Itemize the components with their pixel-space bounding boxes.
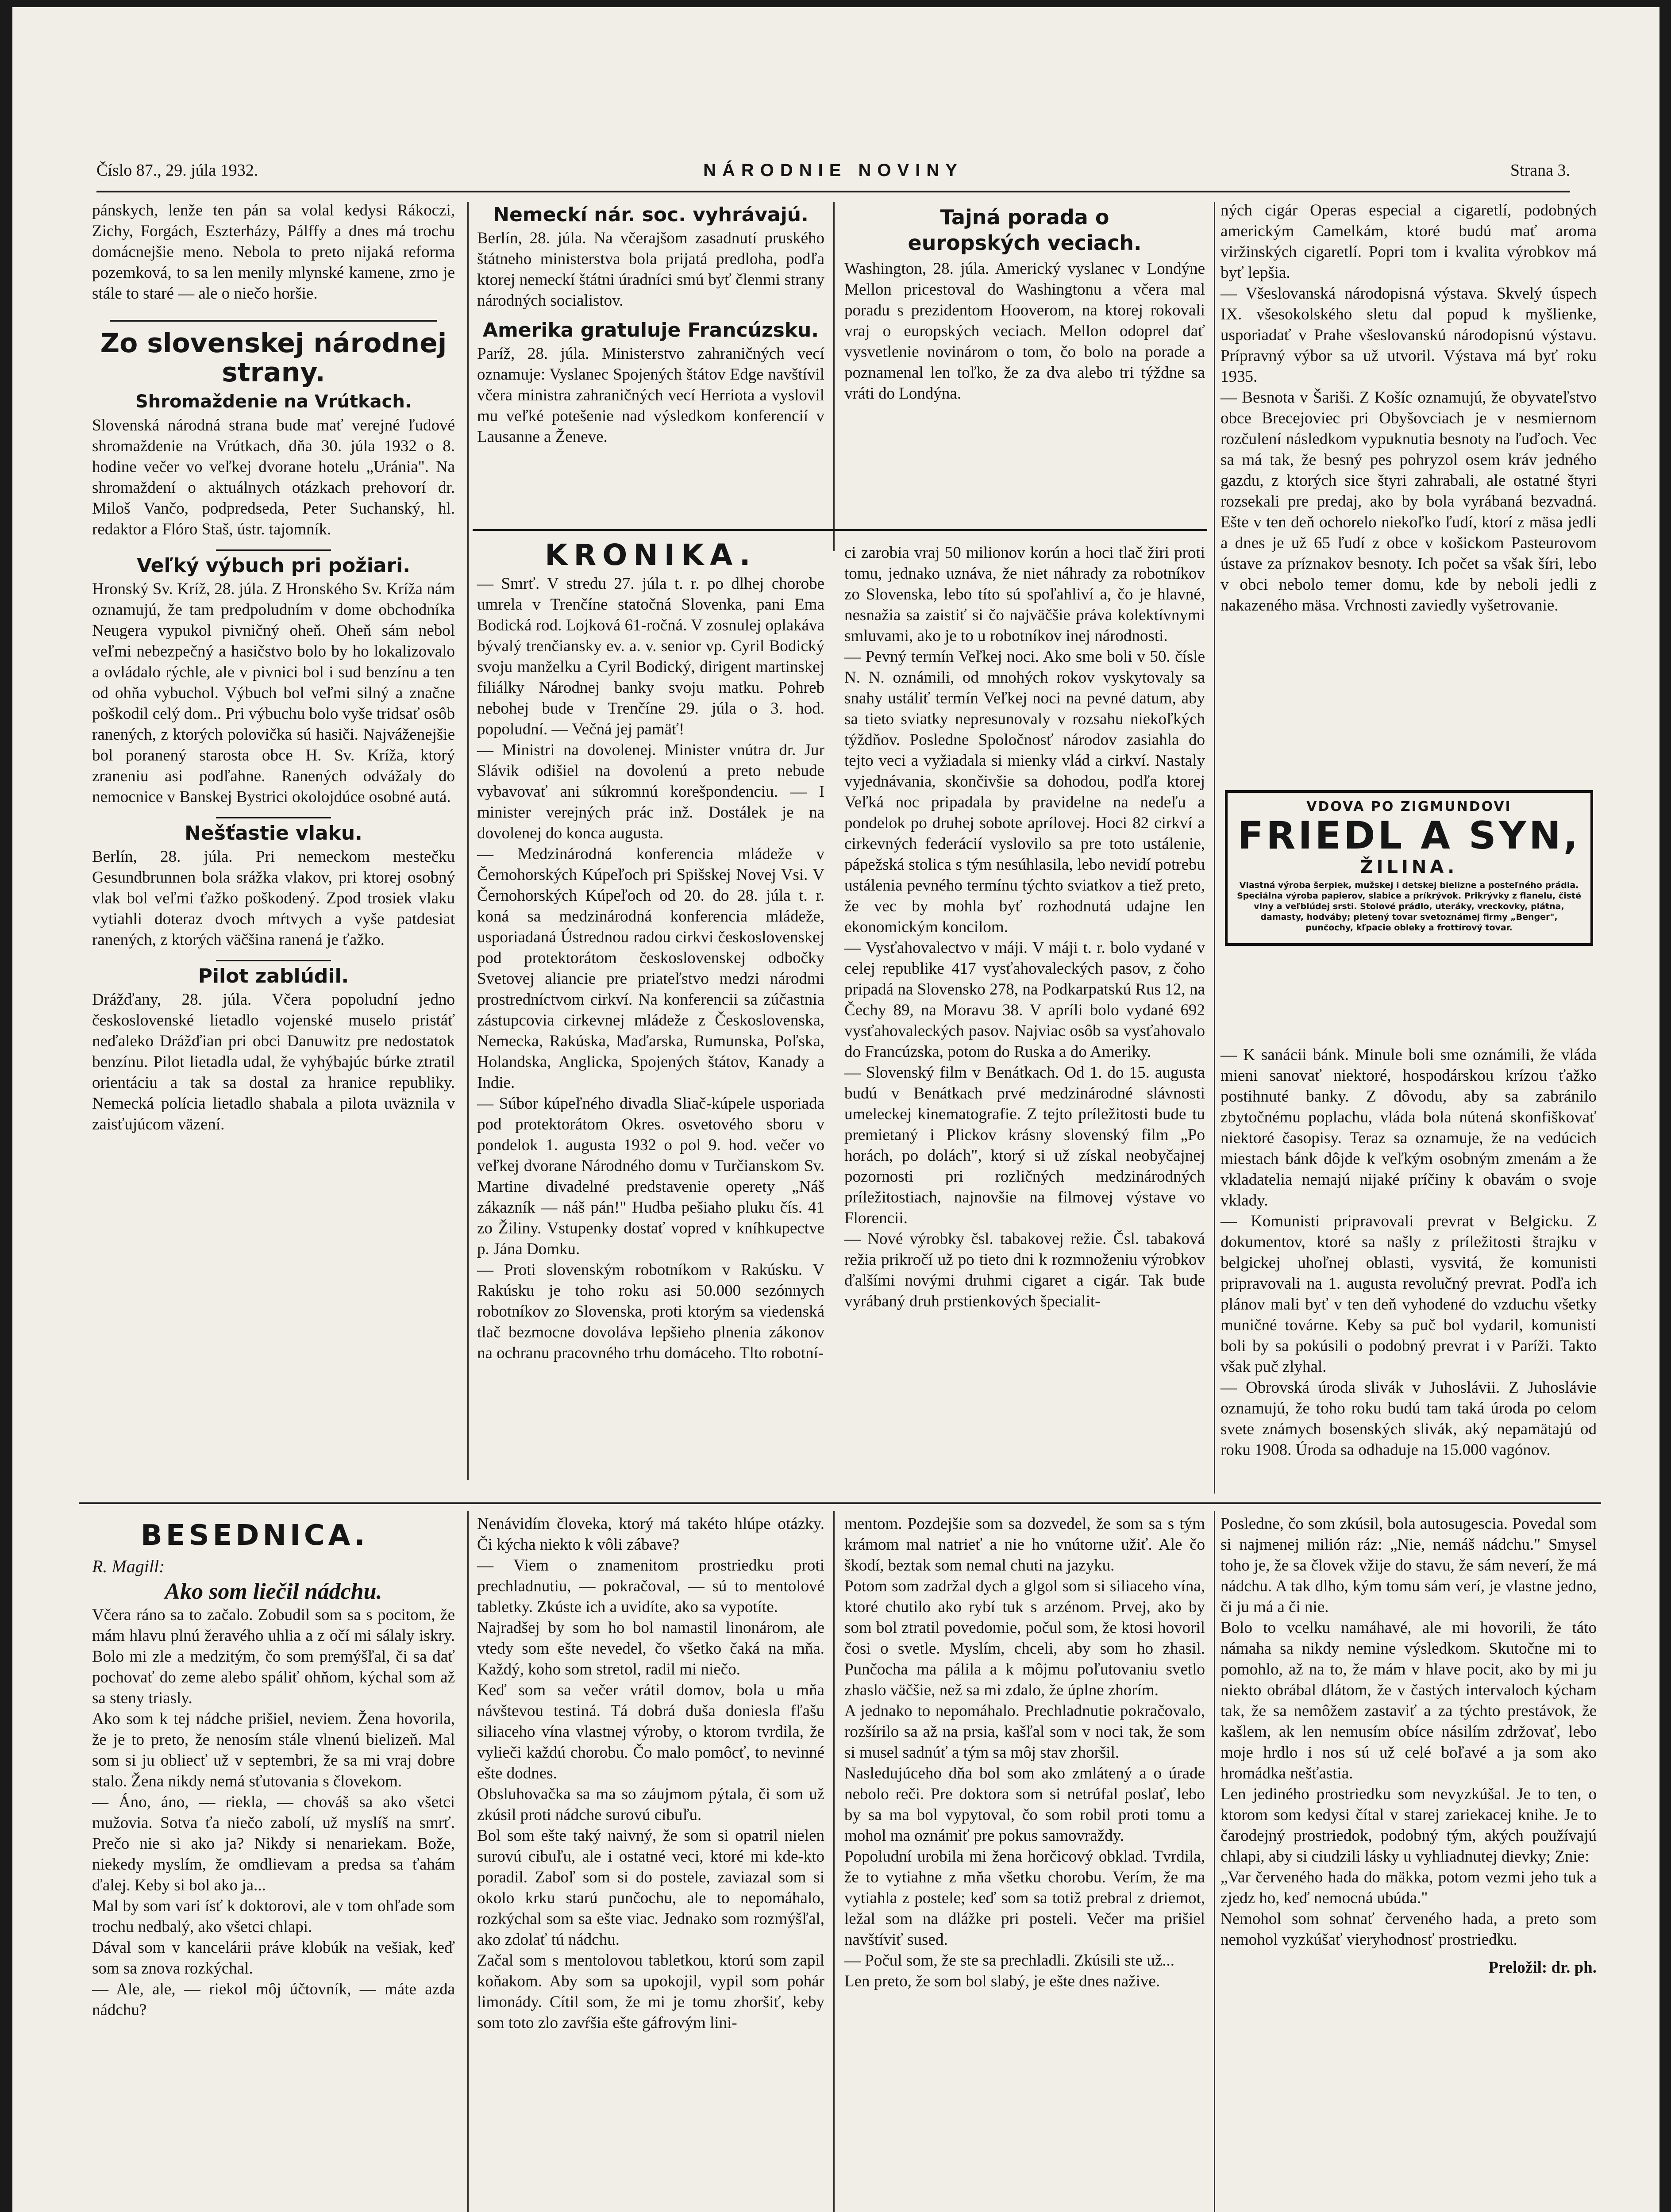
story-text-d: Posledne, čo som zkúsil, bola autosugescia. Povedal som si najmenej milión ráz: „Nie, nemáš nádchu." Smysel toho je, že sa človek vžije do stavu, že sám neverí, že má nádchu. A tak dlho, kým tomu sám verí, je vlastne jedno, či ju má a či nie. Bolo to vcelku namáhavé, ale mi hovorili, že táto námaha sa nikdy nemine výsledkom. Skutočne mi to pomohlo, až na to, že mám v hlave pocit, ako by mi ju niekto obrábal dlátom, že v častých intervaloch kýcham tak, že sa nemôžem zastaviť a za týchto prestávok, že kašlem, ak len nemusím obíce násilím zdržovať, lebo moje hrdlo i nos sú už celé boľavé a ja som ako hromádka nešťastia. Len jediného prostriedku som nevyzkúšal. Je to ten, o ktorom som kedysi čítal v starej zariekacej knihe. Je to čarodejný prostriedok, podobný tým, akých používajú chlapi, aby si ciudzili lásky u vyhliadnutej dievky; Znie: „Var červeného hada do mäkka, potom vezmi jeho tuk a zjedz ho, keď nemocná ubúda." Nemohol som sohnať červeného hada, a preto som nemohol vyzkúšať vieryhodnosť prostriedku. bbox=[1221, 1515, 1597, 1949]
column-divider bbox=[1214, 1511, 1215, 2212]
vlak-headline: Nešťastie vlaku. bbox=[185, 822, 362, 845]
column-3-top bbox=[844, 200, 1205, 404]
pilot-headline: Pilot zablúdil. bbox=[198, 965, 349, 987]
besednica-column-d bbox=[1221, 1513, 1597, 1978]
pilot-article: Drážďany, 28. júla. Včera popoludní jedno československé lietadlo vojenské muselo pristáť neďaleko Drážďian pri obci Danuwitz pre nedostatok benzínu. Pilot lietadla udal, že vyhýbajúc búrke ztratil orientáciu a tak sa dostal za hranice republiky. Nemecká polícia lietadlo shabala a pilota uväznila v zaisťujúcom väzení. bbox=[92, 991, 455, 1133]
page-number: Strana 3. bbox=[1510, 161, 1570, 180]
besednica-rule bbox=[79, 1502, 1601, 1504]
col4-news: ných cigár Operas especial a cigaretlí, podobných americkým Camelkám, ktoré budú mať aroma viržinských cigaretlí. Popri tom i kvalita výrobkov má byť lepšia. — Všeslovanská národopisná výstava. Skvelý úspech IX. všesokolského sletu dal popud k myšlienke, usporiadať v Prahe všeslovanskú národopisnú výstavu. Prípravný výbor sa už utvoril. Výstava má byť roku 1935. — Besnota v Šariši. Z Košíc oznamujú, že obyvateľstvo obce Brecejoviec pri Obyšovciach je v nesmiernom rozčulení následkom vypuknutia besnoty na ľuďoch. Vec sa má tak, že besný pes pohryzol osem kráv jedného gazdu, z ktorých sice štyri zahrabali, ale ostatné štyri rozsekali pre predaj, ako by bola vyrábaná bezvadná. Ešte v ten deň ochorelo niekoľko ľudí, ktorí z mäsa jedli a dnes je už 65 ľudí z obce v košickom Pasteurovom ústave za príznakov besnoty. Ich počet sa však šíri, lebo v obci nebolo temer domu, kde by neboli jedli z nakazeného mäsa. Vrchnosti zaviedly vyšetrovanie. bbox=[1221, 201, 1597, 614]
besednica-column-a bbox=[92, 1513, 455, 2020]
kronika-text-a: — Smrť. V stredu 27. júla t. r. po dlhej chorobe umrela v Trenčíne statočná Slovenka, pani Ema Bodická rod. Lojková 61-ročná. V zosnulej oplakáva bývalý trenčiansky ev. a. v. senior vp. Cyril Bodický svoju manželku a Cyril Bodický, dirigent martinskej filiálky Národnej banky svoju matku. Pohreb nebohej bude v Trenčíne 29. júla o 3. hod. popoludní. — Večná jej pamäť! — Ministri na dovolenej. Minister vnútra dr. Jur Slávik odišiel na dovolenú a preto nebude vybavovať ani súkromnú korešpondenciu. — I minister verejných prác inž. Dostálek je na dovolenej do konca augusta. — Medzinárodná konferencia mládeže v Černohorských Kúpeľoch pri Spišskej Novej Vsi. V Černohorských Kúpeľoch od 20. do 28. júla t. r. koná sa medzinárodná konferencia mládeže, usporiadaná Ústrednou radou cirkvi československej pod protektorátom československej odbočky Svetovej aliancie pre priateľstvo medzi národmi prostredníctvom cirkví. Na konferencii sa zúčastnia zástupcovia cirkevnej mládeže z Československa, Nemecka, Rakúska, Maďarska, Rumunska, Poľska, Holandska, Anglicka, Spojených štátov, Kanady a Indie. — Súbor kúpeľného divadla Sliač-kúpele usporiada pod protektorátom Okres. osvetového sboru v pondelok 1. augusta 1932 o pol 9. hod. večer vo veľkej dvorane Národného domu v Turčianskom Sv. Martine divadelné predstavenie operety „Náš zákazník — náš pán!" Hudba pešiaho pluku čís. 41 zo Žiliny. Vstupenky dostať vopred v kníhkupectve p. Jána Domku. — Proti slovenským robotníkom v Rakúsku. V Rakúsku je toho roku asi 50.000 sezónnych robotníkov zo Slovenska, proti ktorým sa viedenská tlač bezmocne dovoláva lepšieho plnenia zákonov na ochranu pracovného trhu domáceho. Tlto robotní- bbox=[477, 575, 824, 1362]
sns-article: Slovenská národná strana bude mať verejné ľudové shromaždenie na Vrútkach, dňa 30. júla 1932 o 8. hodine večer vo veľkej dvorane hotelu „Uránia". Na shromaždení o aktuálnych otázkach prehovorí dr. Miloš Vančo, podpredseda, Peter Suchanský, hl. redaktor a Flóro Staš, ústr. tajomník. bbox=[92, 416, 455, 538]
ad-line1: VDOVA PO ZIGMUNDOVI bbox=[1306, 799, 1512, 814]
newspaper-page bbox=[12, 7, 1659, 2212]
nem-article: Berlín, 28. júla. Na včerajšom zasadnutí pruského štátneho ministerstva bola prijatá predloha, podľa ktorej nemeckí štátni úradníci smú byť členmi strany národných socialistov. bbox=[477, 229, 824, 310]
ad-firm-name: FRIEDL A SYN, bbox=[1237, 814, 1581, 858]
besednica-column-c bbox=[844, 1513, 1205, 1992]
intro-text: pánskych, lenže ten pán sa volal kedysi Rákoczi, Zichy, Forgách, Eszterházy, Pálffy a dnes má trochu domácnejšie meno. Nebola to preto nijaká reforma pozemková, to sa len menily mlynské kamene, zrno je stále to staré — ale o niečo horšie. bbox=[92, 201, 455, 303]
masthead: NÁRODNIE NOVINY bbox=[703, 161, 963, 180]
story-title: Ako som liečil nádchu. bbox=[165, 1579, 382, 1604]
story-text-a: Včera ráno sa to začalo. Zobudil som sa s pocitom, že mám hlavu plnú žeravého uhlia a z očí mi sálaly iskry. Bolo mi zle a medzitým, čo som premýšľal, či sa dať pochovať do zeme alebo spáliť ohňom, kýchal som až sa steny triasly. Ako som k tej nádche prišiel, neviem. Žena hovorila, že je to preto, že nenosím stále vlnenú bielizeň. Mal som si ju obliecť už v septembri, že sa mi vraj dobre stalo. Žena nikdy nemá sťutovania s človekom. — Áno, áno, — riekla, — chováš sa ako všetci mužovia. Sotva ťa niečo zabolí, už myslíš na smrť. Prečo nie si ako ja? Nikdy si nenariekam. Bože, niekedy myslím, že omdlievam a predsa sa ťahám ďalej. Keby si bol ako ja... Mal by som vari ísť k doktorovi, ale v tom ohľade som trochu nedbalý, ako všetci chlapi. Dával som v kancelárii práve klobúk na vešiak, keď som sa znova rozkýchal. — Ale, ale, — riekol môj účtovník, — máte azda nádchu? bbox=[92, 1606, 455, 2019]
sns-subheadline: Shromaždenie na Vrútkach. bbox=[135, 392, 412, 412]
column-2-top bbox=[477, 200, 824, 447]
besednica-title: BESEDNICA. bbox=[141, 1519, 369, 1552]
am-headline: Amerika gratuluje Francúzsku. bbox=[482, 319, 819, 342]
kronika-column-b bbox=[844, 542, 1205, 1312]
story-text-c: mentom. Pozdejšie som sa dozvedel, že som sa s tým krámom mal natrieť a nie ho vnútorne užiť. Ale čo škodí, beztak som nemal chuti na jazyku. Potom som zadržal dych a glgol som si siliaceho vína, ktoré chutilo ako rybí tuk s arzénom. Prvej, ako by som bol ztratil povedomie, počul som, že ktosi hovoril čosi o svetle. Myslím, chceli, aby som ho zhasil. Punčocha ma pálila a k môjmu poľutovaniu svetlo zhaslo väčšie, než sa mi zdalo, že úplne zhorím. A jednako to nepomáhalo. Prechladnutie pokračovalo, rozšírilo sa až na prsia, kašľal som v noci tak, že som si musel sadnúť a tým sa môj stav zhoršil. Nasledujúceho dňa bol som ako zmlátený a o úrade nebolo reči. Pre doktora som si netrúfal poslať, lebo by sa ma bol vypytoval, čo som robil proti tomu a mohol ma oznámiť pre pokus samovraždy. Popoludní urobila mi žena horčicový obklad. Tvrdila, že to vytiahne z mňa všetku chorobu. Verím, že ma vytiahla z postele; keď som sa totiž prebral z driemot, ležal som na dlážke pri posteli. Večer ma prišiel navštíviť sused. — Počul som, že ste sa prechladli. Zkúsili ste už... Len preto, že som bol slabý, je ešte dnes nažive. bbox=[844, 1515, 1205, 1990]
short-rule bbox=[216, 960, 331, 961]
issue-date: Číslo 87., 29. júla 1932. bbox=[96, 161, 258, 180]
kronika-rule bbox=[473, 529, 1207, 531]
friedl-advertisement bbox=[1225, 790, 1593, 946]
kronika-column-c bbox=[1221, 1045, 1597, 1460]
column-1 bbox=[92, 200, 455, 1135]
short-rule bbox=[216, 817, 331, 818]
section-rule bbox=[110, 320, 437, 322]
column-4-top bbox=[1221, 200, 1597, 616]
short-rule bbox=[216, 549, 331, 551]
sns-headline: Zo slovenskej národnej strany. bbox=[100, 328, 447, 388]
translator-credit: Preložil: dr. ph. bbox=[1488, 1959, 1597, 1977]
am-article: Paríž, 28. júla. Ministerstvo zahraničných vecí oznamuje: Vyslanec Spojených štátov Edge navštívil včera ministra zahraničných vecí Herriota a vyslovil mu veľké potešenie nad výsledkom konferencií v Lausanne a Ženeve. bbox=[477, 345, 824, 446]
kronika-text-c: — K sanácii bánk. Minule boli sme oznámili, že vláda mieni sanovať niektoré, hospodárskou krízou ťažko postihnuté banky. Z dôvodu, aby sa zabránilo zbytočnému poplachu, vláda bola nútená skonfiškovať niektoré časopisy. Teraz sa oznamuje, že na vedúcich miestach bánk dôjde k veľkým osobným zmenám a že vkladatelia nemajú nijaké príčiny k obavám o svoje vklady. — Komunisti pripravovali prevrat v Belgicku. Z dokumentov, ktoré sa našly z príležitosti štrajku v belgickej uhoľnej oblasti, vysvitá, že komunisti pripravovali na 1. augusta revolučný prevrat. Podľa ich plánov mali byť v ten deň vyhodené do vzduchu všetky muničné továrne. Keby sa puč bol vydaril, komunisti boli by sa pokúsili o podobný prevrat i v Paríži. Takto však puč zlyhal. — Obrovská úroda slivák v Juhoslávii. Z Juhoslávie oznamujú, že toho roku budú tam taká úroda po celom svete známych bosenských slivák, aký nepamätajú od roku 1908. Úroda sa odhaduje na 15.000 vagónov. bbox=[1221, 1046, 1597, 1459]
vlak-article: Berlín, 28. júla. Pri nemeckom mestečku Gesundbrunnen bola srážka vlakov, pri ktorej osobný vlak bol veľmi ťažko poškodený. Zpod trosiek vlaku vytiahli doteraz dvoch mŕtvych a vyše patdesiat ranených, z ktorých väčšina ranená je ťažko. bbox=[92, 848, 455, 949]
column-divider bbox=[833, 1511, 835, 2212]
column-divider bbox=[833, 202, 835, 551]
column-divider bbox=[467, 1511, 469, 2212]
vybuch-headline: Veľký výbuch pri požiari. bbox=[137, 554, 410, 577]
column-divider bbox=[467, 202, 469, 1480]
column-divider bbox=[1214, 202, 1215, 1494]
kronika-title: KRONIKA. bbox=[545, 538, 757, 572]
story-author: R. Magill: bbox=[92, 1556, 165, 1576]
page-header bbox=[96, 155, 1570, 192]
besednica-column-b bbox=[477, 1513, 824, 2033]
ad-small-print: Vlastná výroba šerpiek, mužskej i detskej bielizne a posteľného prádla. Speciálna výroba papierov, slabice a príkrývok. Prikrývky z flanelu, čisté vlny a veľblúdej srsti. Stolové prádlo, uteráky, vreckovky, plátna, damasty, hodváby; pletený tovar svetoznámej firmy „Benger", punčochy, kľpacie obleky a frottírový tovar. bbox=[1237, 880, 1581, 933]
story-text-b: Nenávidím človeka, ktorý má takéto hlúpe otázky. Či kýcha niekto k vôli zábave? — Viem o znamenitom prostriedku proti prechladnutiu, — pokračoval, — sú to mentolové tabletky. Zkúste ich a uvidíte, ako sa vypotíte. Najradšej by som ho bol namastil linonárom, ale vtedy som ešte nevedel, čo všetko čaká na mňa. Každý, koho som stretol, radil mi niečo. Keď som sa večer vrátil domov, bola u mňa návštevou testiná. Tá dobrá duša doniesla fľašu siliaceho vína vlastnej výroby, o ktorom tvrdila, že vylieči každú chorobu. Čo malo pomôcť, to nevinné ešte dodnes. Obsluhovačka sa ma so záujmom pýtala, či som už zkúsil proti nádche surovú cibuľu. Bol som ešte taký naivný, že som si opatril nielen surovú cibuľu, ale i ostatné veci, ktoré mi kde-kto poradil. Zaboľ som si do postele, zaviazal som si okolo krku starú punčochu, ale to nepomáhalo, rozkýchal som sa ešte viac. Jednako som rozmýšľal, ako zdolať tú nádchu. Začal som s mentolovou tabletkou, ktorú som zapil koňakom. Aby som sa upokojil, vypil som pohár limonády. Cítil som, že mi je tomu zhoršiť, keby som toto zlo zavŕšia ešte gáfrovým lini- bbox=[477, 1515, 824, 2032]
kronika-column-a bbox=[477, 540, 824, 1363]
ad-city: ŽILINA. bbox=[1360, 857, 1458, 877]
kronika-text-b: ci zarobia vraj 50 milionov korún a hoci tlač žiri proti tomu, jednako uznáva, že niet náhrady za robotníkov zo Slovenska, lebo títo sú spoľahliví a, čo je hlavné, nesnažia sa zaistiť si čo najväčšie práva kolektívnymi smluvami, ako je to u robotníkov inej národnosti. — Pevný termín Veľkej noci. Ako sme boli v 50. čísle N. N. oznámili, od mnohých rokov vyskytovaly sa snahy ustáliť termín Veľkej noci na pevné datum, aby sa tieto sviatky nepresunovaly v rozsahu niekoľkých týždňov. Posledne Spoločnosť národov zasiahla do tejto veci a vyžiadala si mienky vlád a cirkví. Nastaly vyjednávania, skončivšie sa dohodou, podľa ktorej Veľká noc pripadala by pravidelne na nedeľu a pondelok po druhej sobote aprílovej. Hoci 82 cirkví a cirkevných federácií vyslovilo sa pre toto ustálenie, pápežská stolica s tým nesúhlasila, lebo nevidí potrebu ustálenia pevného termínu týchto sviatkov a tiež preto, že vec by mohla byť rozhodnutá udajne len ekonomickým koncilom. — Vysťahovalectvo v máji. V máji t. r. bolo vydané v celej republike 417 vysťahovaleckých pasov, z čoho pripadá na Slovensko 278, na Podkarpatskú Rus 12, na Čechy 89, na Moravu 38. V apríli bolo vydané 692 vysťahovaleckých pasov. Najviac osôb sa vysťahovalo do Francúzska, potom do Ruska a do Ameriky. — Slovenský film v Benátkach. Od 1. do 15. augusta budú v Benátkach prvé medzinárodné slávnosti umeleckej kinematografie. Z tejto príležitosti bude tu premietaný i Plickov krásny slovenský film „Po horách, po dolách", ktorý si už získal neobyčajnej pozornosti pri rozličných medzinárodných príležitostiach, najnovšie na filmovej výstave vo Florencii. — Nové výrobky čsl. tabakovej režie. Čsl. tabaková režia prikročí už po tieto dni k rozmnoženiu výrobkov ďalšími novými druhmi cigaret a cigár. Tak bude vyrábaný druh prstienkových špecialit- bbox=[844, 544, 1205, 1310]
nem-headline: Nemeckí nár. soc. vyhrávajú. bbox=[493, 204, 809, 226]
tajna-article: Washington, 28. júla. Americký vyslanec v Londýne Mellon pricestoval do Washingtonu a včera mal poradu s prezidentom Hooverom, na ktorej rokovali vraj o europských veciach. Mellon odoprel dať vysvetlenie novinárom o tom, čo bolo na porade a poznamenal len toľko, že za dva alebo tri týždne sa vráti do Londýna. bbox=[844, 260, 1205, 403]
vybuch-article: Hronský Sv. Kríž, 28. júla. Z Hronského Sv. Kríža nám oznamujú, že tam predpoludním v dome obchodníka Neugera vypukol pivničný oheň. Oheň sám nebol veľmi nebezpečný a hasičstvo bolo by ho lokalizovalo a ovládalo rýchle, ale v pivnici bol i sud benzínu a ten od ohňa vybuchol. Výbuch bol veľmi silný a značne poškodil celý dom.. Pri výbuchu bolo vyše tridsať osôb ranených, z ktorých polovička sú hasiči. Najváženejšie bol poranený starosta obce H. Sv. Kríža, ktorý zraneniu asi podľahne. Ranených odvážaly do nemocnice v Banskej Bystrici okolojdúce osobné autá. bbox=[92, 580, 455, 806]
tajna-headline: Tajná porada o europských veciach. bbox=[908, 205, 1142, 255]
